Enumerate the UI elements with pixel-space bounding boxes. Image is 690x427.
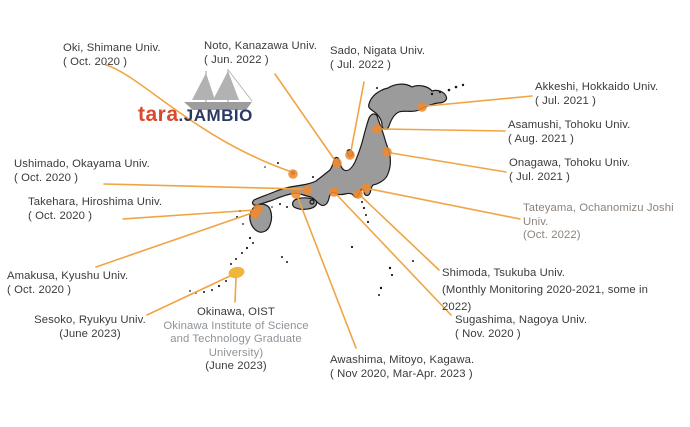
noto-leader-line <box>275 74 334 159</box>
islet-dot <box>271 206 273 208</box>
islet-dot <box>279 203 281 205</box>
label-amakusa-line-1: ( Oct. 2020 ) <box>7 283 72 296</box>
label-tateyama-line-1: Univ. <box>523 215 549 228</box>
islet-dot <box>225 280 227 282</box>
label-amakusa-line-0: Amakusa, Kyushu Univ. <box>7 270 129 282</box>
islet-dot <box>189 290 191 292</box>
islet-dot <box>286 206 288 208</box>
oki-marker <box>288 169 298 179</box>
label-shimoda-line-1: (Monthly Monitoring 2020-2021, some in <box>442 284 648 296</box>
sado-marker <box>345 150 355 160</box>
okinawa-oist-leader-line <box>235 278 236 302</box>
ushimado-marker <box>302 185 312 195</box>
logo-tara-text: tara <box>138 103 179 126</box>
label-shimoda <box>442 265 648 316</box>
islet-dot <box>361 201 363 203</box>
label-shimoda-line-0: Shimoda, Tsukuba Univ. <box>442 267 565 279</box>
islet-dot <box>363 207 365 209</box>
label-ushimado <box>14 158 150 185</box>
label-sugashima <box>455 314 587 341</box>
islet-dot <box>235 258 237 260</box>
label-akkeshi-line-1: ( Jul. 2021 ) <box>535 94 596 107</box>
islet-dot <box>431 93 433 95</box>
label-oki <box>63 42 161 69</box>
label-okinawa-oist-line-3: University) <box>208 346 264 359</box>
label-sesoko-line-1: (June 2023) <box>59 327 121 340</box>
label-ushimado-line-0: Ushimado, Okayama Univ. <box>14 158 150 170</box>
islet-dot <box>281 256 283 258</box>
label-takehara <box>28 196 162 223</box>
islet-dot <box>277 162 279 164</box>
label-oki-line-0: Oki, Shimane Univ. <box>63 42 161 54</box>
islet-dot <box>249 237 251 239</box>
label-okinawa-oist-line-0: Okinawa, OIST <box>197 306 275 318</box>
label-okinawa-oist-line-4: (June 2023) <box>205 360 267 372</box>
tara-jambio-logo <box>138 103 253 127</box>
awaji-island <box>310 200 314 204</box>
label-awashima-line-0: Awashima, Mitoyo, Kagawa. <box>330 354 475 366</box>
label-okinawa-oist-line-2: and Technology Graduate <box>170 333 302 345</box>
label-sesoko <box>30 314 150 341</box>
islet-dot <box>246 247 248 249</box>
islet-dot <box>286 261 288 263</box>
islet-dot <box>252 242 254 244</box>
islet-dot <box>412 260 414 262</box>
islet-dot <box>365 214 367 216</box>
islet-dot <box>376 87 378 89</box>
islet-dot <box>203 291 205 293</box>
label-sugashima-line-1: ( Nov. 2020 ) <box>455 327 521 340</box>
label-amakusa <box>7 270 128 297</box>
label-tateyama <box>523 202 674 243</box>
onagawa-leader-line <box>391 153 506 172</box>
ship-main-sail <box>213 71 239 100</box>
islet-dot <box>367 221 369 223</box>
islet-dot <box>230 263 232 265</box>
tateyama-marker <box>361 183 371 193</box>
hokkaido-island <box>369 84 447 129</box>
label-noto-line-1: ( Jun. 2022 ) <box>204 53 269 66</box>
label-akkeshi-line-0: Akkeshi, Hokkaido Univ. <box>535 81 659 93</box>
logo-jambio-text: .JAMBIO <box>178 106 253 125</box>
label-awashima-line-1: ( Nov 2020, Mar-Apr. 2023 ) <box>330 367 473 380</box>
sugashima-leader-line <box>337 195 451 315</box>
islet-dot <box>312 176 314 178</box>
label-oki-line-1: ( Oct. 2020 ) <box>63 55 128 68</box>
label-okinawa-oist-line-1: Okinawa Institute of Science <box>163 319 309 332</box>
islet-dot <box>351 246 353 248</box>
islet-dot <box>264 166 266 168</box>
sugashima-marker <box>329 187 339 197</box>
tateyama-leader-line <box>370 189 520 219</box>
islet-dot <box>462 84 464 86</box>
islet-dot <box>218 285 220 287</box>
label-sugashima-line-0: Sugashima, Nagoya Univ. <box>455 314 588 326</box>
akkeshi-marker <box>417 102 427 112</box>
label-tateyama-line-2: (Oct. 2022) <box>523 229 581 241</box>
label-ushimado-line-1: ( Oct. 2020 ) <box>14 171 79 184</box>
islet-dot <box>448 89 451 92</box>
label-onagawa-line-0: Onagawa, Tohoku Univ. <box>509 157 630 169</box>
label-takehara-line-1: ( Oct. 2020 ) <box>28 209 93 222</box>
islet-dot <box>211 289 213 291</box>
label-noto <box>204 40 317 67</box>
label-okinawa-oist <box>155 306 317 374</box>
label-sesoko-line-0: Sesoko, Ryukyu Univ. <box>34 314 146 326</box>
islet-dot <box>455 86 458 89</box>
label-takehara-line-0: Takehara, Hiroshima Univ. <box>28 196 163 208</box>
label-asamushi <box>508 119 630 146</box>
islet-dot <box>378 294 380 296</box>
label-noto-line-0: Noto, Kanazawa Univ. <box>204 40 317 52</box>
label-sado <box>330 45 425 72</box>
okinawa-marker <box>228 265 246 279</box>
label-awashima <box>330 354 474 381</box>
label-sado-line-0: Sado, Nigata Univ. <box>330 45 426 57</box>
ship-front-sail <box>192 73 215 100</box>
onagawa-marker <box>382 147 392 157</box>
honshu-island <box>253 114 391 206</box>
asamushi-marker <box>372 124 382 134</box>
islet-dot <box>380 287 382 289</box>
awashima-marker <box>291 189 301 199</box>
noto-marker <box>332 158 342 168</box>
label-onagawa <box>509 157 630 184</box>
amakusa-marker <box>250 209 260 219</box>
label-tateyama-line-0: Tateyama, Ochanomizu Joshi <box>523 202 674 214</box>
islet-dot <box>391 274 393 276</box>
label-akkeshi <box>535 81 658 108</box>
islet-dot <box>242 223 244 225</box>
islet-dot <box>439 91 441 93</box>
asamushi-leader-line <box>382 129 505 131</box>
label-sado-line-1: ( Jul. 2022 ) <box>330 58 391 71</box>
shimoda-marker <box>353 189 363 199</box>
label-asamushi-line-0: Asamushi, Tohoku Univ. <box>508 119 631 131</box>
islet-dot <box>389 267 391 269</box>
label-shimoda-line-2: 2022) <box>442 301 472 313</box>
label-onagawa-line-1: ( Jul. 2021 ) <box>509 170 570 183</box>
islet-dot <box>241 252 243 254</box>
label-asamushi-line-1: ( Aug. 2021 ) <box>508 132 574 145</box>
